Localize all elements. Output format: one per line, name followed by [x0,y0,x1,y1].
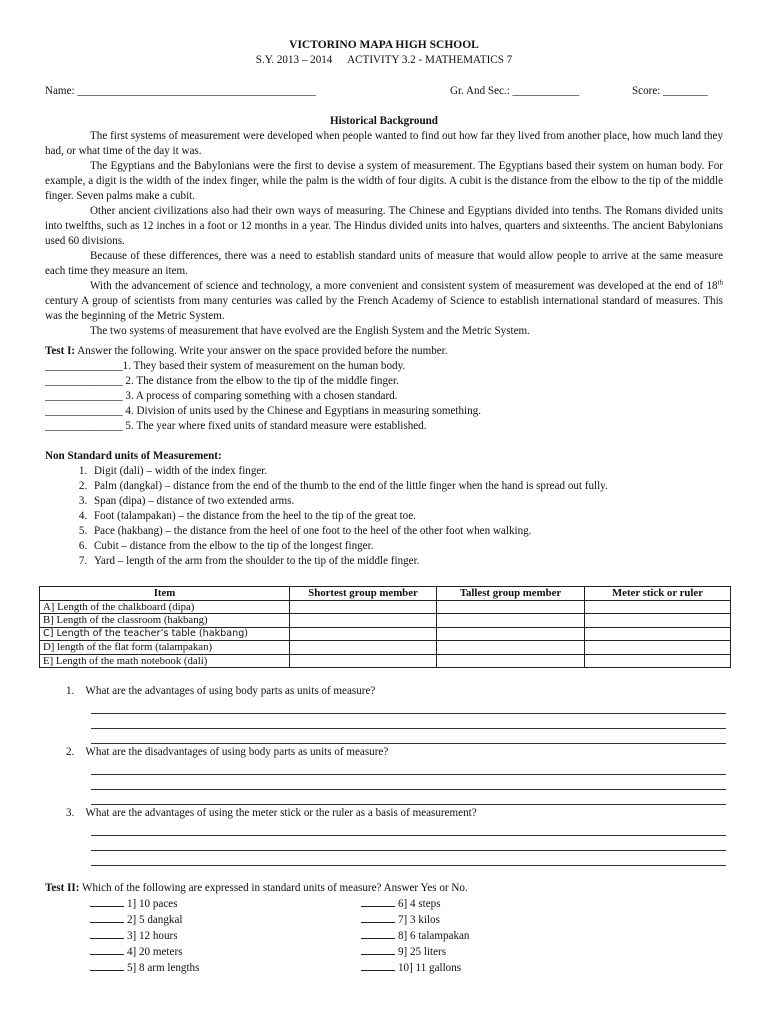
name-field[interactable]: Name: ___________________________________________ [45,85,316,97]
test-2-right-column [361,896,469,976]
table-cell-item: E] Length of the math notebook (dali) [40,654,290,668]
table-cell-input[interactable] [585,614,731,628]
test-1-item[interactable]: ______________1. They based their system of measurement on the human body. [45,360,406,372]
list-item: 2. Palm (dangkal) – distance from the end of the thumb to the end of the little finger when the hand is spread out fully. [90,479,735,494]
paragraph: Other ancient civilizations also had their own ways of measuring. The Chinese and Egyptians divided into tenths. The Romans divided units into twelfths, such as 12 inches in a foot or 12 months in a year. The Hindus divided units into halves, quarters and sixteenths. The ancient Babylonians used 60 divisions. [45,205,723,247]
list-item: 5. Pace (hakbang) – the distance from the heel of one foot to the heel of the other foot when walking. [90,524,735,539]
test-2-item [361,896,469,912]
answer-blank[interactable] [361,960,395,971]
table-cell-input[interactable] [585,654,731,668]
test-1-item[interactable]: ______________ 3. A process of comparing something with a chosen standard. [45,390,398,402]
table-cell-input[interactable] [437,654,585,668]
score-field[interactable]: Score: ________ [632,85,708,97]
question-1 [66,684,726,744]
table-header-row [40,587,731,601]
background-text [45,129,723,339]
background-heading: Historical Background [330,115,438,127]
test-1-instruction [45,344,735,359]
header-tallest: Tallest group member [437,587,585,601]
table-cell-input[interactable] [290,654,437,668]
item-text: 5] 8 arm lengths [127,962,200,974]
nonstandard-heading: Non Standard units of Measurement: [45,450,222,462]
grade-section-field[interactable]: Gr. And Sec.: ____________ [450,85,580,97]
list-item: 6. Cubit – distance from the elbow to the tip of the longest finger. [90,539,735,554]
header-item: Item [40,587,290,601]
answer-line[interactable] [91,699,726,714]
table-cell-input[interactable] [437,627,585,641]
test-1-label: Test I: [45,345,76,357]
test-2-item [90,944,199,960]
answer-blank[interactable] [361,896,395,907]
test-2-left-column [90,896,199,976]
table-row [40,641,731,655]
table-cell-input[interactable] [437,641,585,655]
paragraph: The two systems of measurement that have evolved are the English System and the Metric System. [90,325,530,337]
answer-blank[interactable] [361,912,395,923]
activity-title: ACTIVITY 3.2 - MATHEMATICS 7 [347,54,513,66]
answer-blank[interactable] [90,944,124,955]
table-cell-input[interactable] [585,641,731,655]
test-1-item[interactable]: ______________ 4. Division of units used by the Chinese and Egyptians in measuring something. [45,405,482,417]
question-label: What are the advantages of using the meter stick or the ruler as a basis of measurement? [85,807,477,819]
answer-line[interactable] [91,790,726,805]
item-text: 3] 12 hours [127,930,178,942]
test-2-item [90,960,199,976]
paragraph: The Egyptians and the Babylonians were the first to devise a system of measurement. The Egyptians based their system on human body. For example, a digit is the width of the index finger, while the palm is the width of four digits. A cubit is the distance from the elbow to the tip of the middle finger. Seven palms make a cubit. [45,160,723,202]
table-cell-input[interactable] [437,614,585,628]
list-item: 4. Foot (talampakan) – the distance from the heel to the tip of the great toe. [90,509,735,524]
question-label: What are the advantages of using body parts as units of measure? [85,685,376,697]
paragraph: Because of these differences, there was a need to establish standard units of measure that would allow people to arrive at the same measure each time they measure an item. [45,250,723,277]
test-2-item [361,928,469,944]
list-item: 7. Yard – length of the arm from the shoulder to the tip of the middle finger. [90,554,735,569]
answer-line[interactable] [91,851,726,866]
item-text: 1] 10 paces [127,898,178,910]
question-3 [66,806,726,866]
activity-line [0,53,768,68]
table-row [40,614,731,628]
answer-line[interactable] [91,760,726,775]
question-number: 1. [66,685,75,697]
answer-line[interactable] [91,714,726,729]
list-item: 1. Digit (dali) – width of the index finger. [90,464,735,479]
answer-blank[interactable] [90,928,124,939]
test-2-item [90,912,199,928]
paragraph-part: century A group of scientists from many centuries was called by the French Academy of Science to establish international standard of measures. This was the beginning of the Metric System. [45,295,723,322]
answer-line[interactable] [91,775,726,790]
nonstandard-units [45,449,735,569]
school-year: S.Y. 2013 – 2014 [255,54,333,66]
answer-blank[interactable] [90,896,124,907]
instruction-text: Answer the following. Write your answer on the space provided before the number. [75,345,448,357]
item-text: 6] 4 steps [398,898,441,910]
item-text: 4] 20 meters [127,946,183,958]
question-text [66,806,726,821]
test-2-item [361,944,469,960]
test-2-instruction [45,881,735,896]
item-text: 9] 25 liters [398,946,447,958]
table-cell-item: D] length of the flat form (talampakan) [40,641,290,655]
paragraph-part: With the advancement of science and technology, a more convenient and consistent system of measurement was developed at the end of 18 [90,280,718,292]
test-2-item [361,912,469,928]
table-cell-input[interactable] [585,627,731,641]
test-2-item [90,896,199,912]
table-row [40,600,731,614]
table-cell-input[interactable] [290,627,437,641]
school-name: VICTORINO MAPA HIGH SCHOOL [289,39,479,51]
question-number: 2. [66,746,75,758]
superscript: th [717,278,723,287]
question-number: 3. [66,807,75,819]
nonstandard-list [45,464,735,569]
table-cell-item: B] Length of the classroom (hakbang) [40,614,290,628]
table-row [40,627,731,641]
instruction-text: Which of the following are expressed in standard units of measure? Answer Yes or No. [79,882,468,894]
answer-blank[interactable] [361,944,395,955]
question-text [66,684,726,699]
question-label: What are the disadvantages of using body parts as units of measure? [85,746,389,758]
answer-line[interactable] [91,836,726,851]
list-item: 3. Span (dipa) – distance of two extended arms. [90,494,735,509]
table-cell-input[interactable] [290,614,437,628]
test-2-label: Test II: [45,882,80,894]
item-text: 7] 3 kilos [398,914,440,926]
table-cell-input[interactable] [290,600,437,614]
test-2-item [90,928,199,944]
answer-blank[interactable] [361,928,395,939]
table-cell-input[interactable] [437,600,585,614]
table-cell-item: A] Length of the chalkboard (dipa) [40,600,290,614]
header-meter-stick: Meter stick or ruler [585,587,731,601]
test-1-item[interactable]: ______________ 2. The distance from the elbow to the tip of the middle finger. [45,375,399,387]
test-1-item[interactable]: ______________ 5. The year where fixed units of standard measure were established. [45,420,427,432]
table-row [40,654,731,668]
header-shortest: Shortest group member [290,587,437,601]
table-cell-item: C] Length of the teacher’s table (hakbang) [40,627,290,641]
item-text: 2] 5 dangkal [127,914,183,926]
measurement-table [39,586,731,668]
question-text [66,745,726,760]
test-2-item [361,960,469,976]
answer-blank[interactable] [90,912,124,923]
answer-line[interactable] [91,729,726,744]
item-text: 10] 11 gallons [398,962,462,974]
item-text: 8] 6 talampakan [398,930,470,942]
question-2 [66,745,726,805]
answer-line[interactable] [91,821,726,836]
paragraph [45,279,723,324]
table-cell-input[interactable] [585,600,731,614]
paragraph: The first systems of measurement were developed when people wanted to find out how far they lived from another place, how much land they had, or what time of the day it was. [45,130,723,157]
answer-blank[interactable] [90,960,124,971]
table-cell-input[interactable] [290,641,437,655]
test-1 [45,344,735,434]
